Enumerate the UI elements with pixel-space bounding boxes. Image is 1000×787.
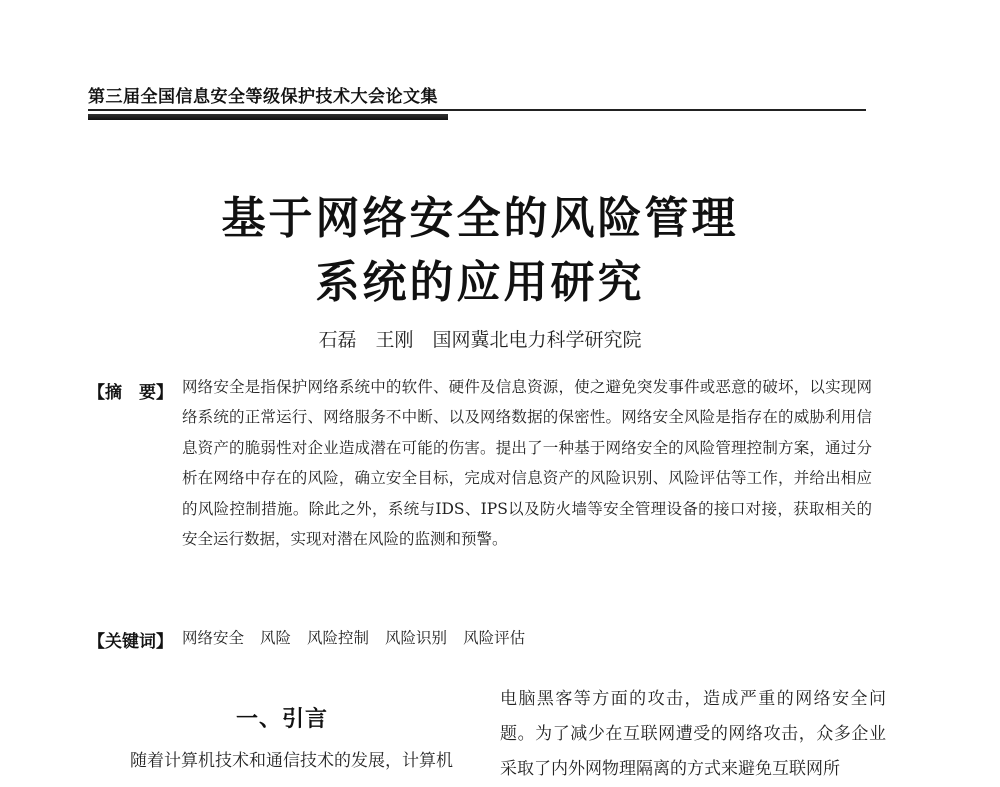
paper-title-line1: 基于网络安全的风险管理	[221, 193, 739, 244]
left-column-text: 随着计算机技术和通信技术的发展，计算机	[130, 751, 453, 771]
paper-title-line2: 系统的应用研究	[315, 257, 645, 308]
keyword-item: 风险识别	[385, 629, 448, 647]
keyword-item: 网络安全	[182, 629, 245, 647]
keyword-item: 风险	[260, 629, 292, 647]
keyword-item: 风险评估	[463, 629, 526, 647]
proceedings-header: 第三届全国信息安全等级保护技术大会论文集	[88, 87, 438, 107]
keywords-list	[182, 626, 525, 648]
paper-authors: 石磊 王刚 国网冀北电力科学研究院	[318, 329, 642, 351]
section-heading: 一、引言	[236, 707, 329, 732]
abstract-label: 【摘 要】	[88, 383, 173, 403]
header-rule-thin	[88, 109, 866, 111]
header-rule-thick	[88, 114, 448, 120]
keyword-item: 风险控制	[307, 629, 370, 647]
keywords-label: 【关键词】	[88, 632, 173, 652]
right-column-text: 电脑黑客等方面的攻击，造成严重的网络安全问题。为了减少在互联网遭受的网络攻击，众多企业采取了内外网物理隔离的方式来避免互联网所	[500, 689, 886, 779]
abstract-text: 网络安全是指保护网络系统中的软件、硬件及信息资源，使之避免突发事件或恶意的破坏，以实现网络系统的正常运行、网络服务不中断、以及网络数据的保密性。网络安全风险是指存在的威胁利用信息资产的脆弱性对企业造成潜在可能的伤害。提出了一种基于网络安全的风险管理控制方案，通过分析在网络中存在的风险，确立安全目标，完成对信息资产的风险识别、风险评估等工作，并给出相应的风险控制措施。除此之外，系统与IDS、IPS以及防火墙等安全管理设备的接口对接，获取相关的安全运行数据，实现对潜在风险的监测和预警。	[182, 378, 872, 549]
